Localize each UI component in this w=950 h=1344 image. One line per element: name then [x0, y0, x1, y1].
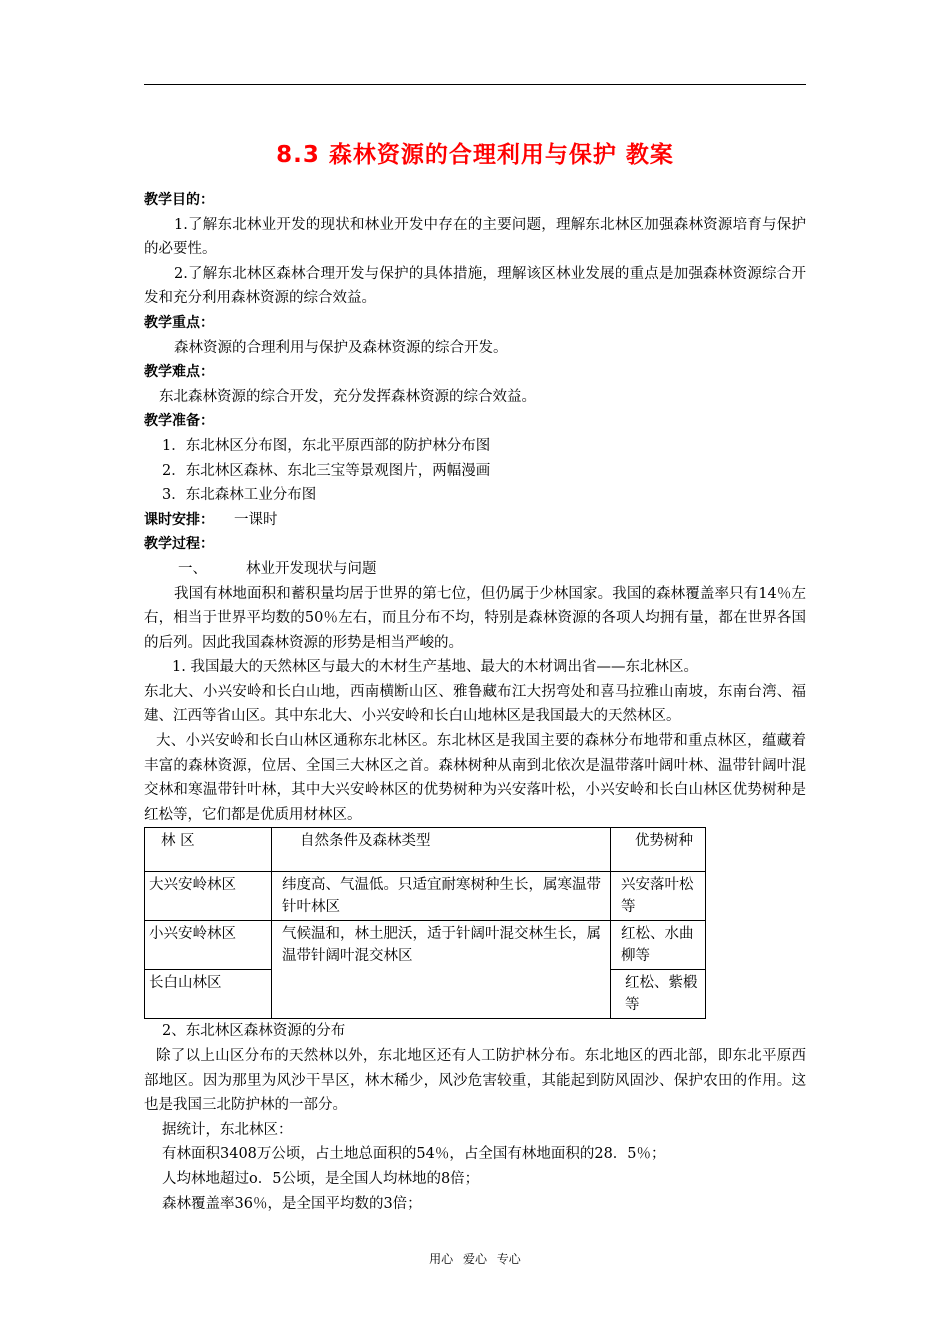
prep-item-1: 1．东北林区分布图，东北平原西部的防护林分布图: [162, 437, 491, 454]
section1-heading: [144, 557, 806, 582]
process-para-2: 东北大、小兴安岭和长白山地，西南横断山区、雅鲁藏布江大拐弯处和喜马拉雅山南坡，东南台湾、福建、江西等省山区。其中东北大、小兴安岭和长白山地林区是我国最大的天然林区。: [144, 683, 806, 725]
table-header-row: [145, 828, 706, 872]
schedule-heading: 课时安排：: [144, 511, 214, 528]
key-text: 森林资源的合理利用与保护及森林资源的综合开发。: [174, 339, 508, 356]
table-header-species: 优势树种: [611, 828, 706, 872]
key-heading: 教学重点：: [144, 314, 214, 331]
document-body: [144, 188, 806, 1216]
page-title: 8.3 森林资源的合理利用与保护 教案: [276, 142, 674, 168]
table-cell-region: 大兴安岭林区: [145, 872, 272, 921]
prep-item-2: 2．东北林区森林、东北三宝等景观图片，两幅漫画: [162, 462, 491, 479]
table-header-region: 林 区: [145, 828, 272, 872]
table-cell-species: 红松、紫椴等: [611, 970, 706, 1019]
page-footer: 用心 爱心 专心: [429, 1252, 521, 1266]
schedule-value: 一课时: [234, 511, 278, 528]
schedule-line: [144, 508, 806, 533]
goals-heading: 教学目的：: [144, 192, 214, 208]
section1-title: 林业开发现状与问题: [246, 560, 377, 577]
stats-item-1: 有林面积3408万公顷，占土地总面积的54％，占全国有林地面积的28．5％；: [162, 1146, 666, 1163]
table-cell-species: 红松、水曲柳等: [611, 921, 706, 970]
section2-title: 2、东北林区森林资源的分布: [162, 1023, 346, 1040]
table-row: [145, 872, 706, 921]
process-heading: 教学过程：: [144, 536, 214, 553]
table-cell-region: 长白山林区: [145, 970, 272, 1019]
goal-item-1: 1.了解东北林业开发的现状和林业开发中存在的主要问题，理解东北林区加强森林资源培育与保护的必要性。: [144, 216, 806, 258]
prep-item-3: 3．东北森林工业分布图: [162, 487, 317, 504]
table-cell-region: 小兴安岭林区: [145, 921, 272, 970]
stats-item-2: 人均林地超过o．5公顷，是全国人均林地的8倍；: [162, 1171, 480, 1187]
section2-para: 除了以上山区分布的天然林以外，东北地区还有人工防护林分布。东北地区的西北部，即东北平原西部地区。因为那里为风沙干旱区，林木稀少，风沙危害较重，其能起到防风固沙、保护农田的作用。这也是我国三北防护林的一部分。: [144, 1048, 806, 1114]
table-cell-condition: 纬度高、气温低。只适宜耐寒树种生长，属寒温带针叶林区: [272, 872, 611, 921]
prep-heading: 教学准备：: [144, 413, 214, 430]
table-header-condition: 自然条件及森林类型: [272, 828, 611, 872]
table-cell-condition: 气候温和，林土肥沃，适于针阔叶混交林生长，属温带针阔叶混交林区: [272, 921, 611, 1019]
difficulty-text: 东北森林资源的综合开发，充分发挥森林资源的综合效益。: [159, 388, 536, 405]
table-cell-species: 兴安落叶松等: [611, 872, 706, 921]
section1-number: 一、: [178, 560, 207, 577]
process-para-3: 大、小兴安岭和长白山林区通称东北林区。东北林区是我国主要的森林分布地带和重点林区，蕴藏着丰富的森林资源，位居、全国三大林区之首。森林树种从南到北依次是温带落叶阔叶林、温带针阔叶混交林和寒温带针叶林，其中大兴安岭林区的优势树种为兴安落叶松，小兴安岭和长白山林区优势树种是红松等，它们都是优质用材林区。: [144, 733, 806, 823]
stats-item-3: 森林覆盖率36％，是全国平均数的3倍；: [162, 1195, 422, 1212]
process-point-1: 1. 我国最大的天然林区与最大的木材生产基地、最大的木材调出省——东北林区。: [172, 659, 698, 676]
stats-intro: 据统计，东北林区：: [162, 1121, 293, 1138]
header-rule: [144, 84, 806, 85]
difficulty-heading: 教学难点：: [144, 364, 214, 381]
forest-table: [144, 827, 706, 1019]
table-row: [145, 921, 706, 970]
goal-item-2: 2.了解东北林区森林合理开发与保护的具体措施，理解该区林业发展的重点是加强森林资源综合开发和充分利用森林资源的综合效益。: [144, 265, 806, 307]
process-para-1: 我国有林地面积和蓄积量均居于世界的第七位，但仍属于少林国家。我国的森林覆盖率只有14％左右，相当于世界平均数的50％左右，而且分布不均，特别是森林资源的各项人均拥有量，都在世界各国的后列。因此我国森林资源的形势是相当严峻的。: [144, 585, 806, 651]
